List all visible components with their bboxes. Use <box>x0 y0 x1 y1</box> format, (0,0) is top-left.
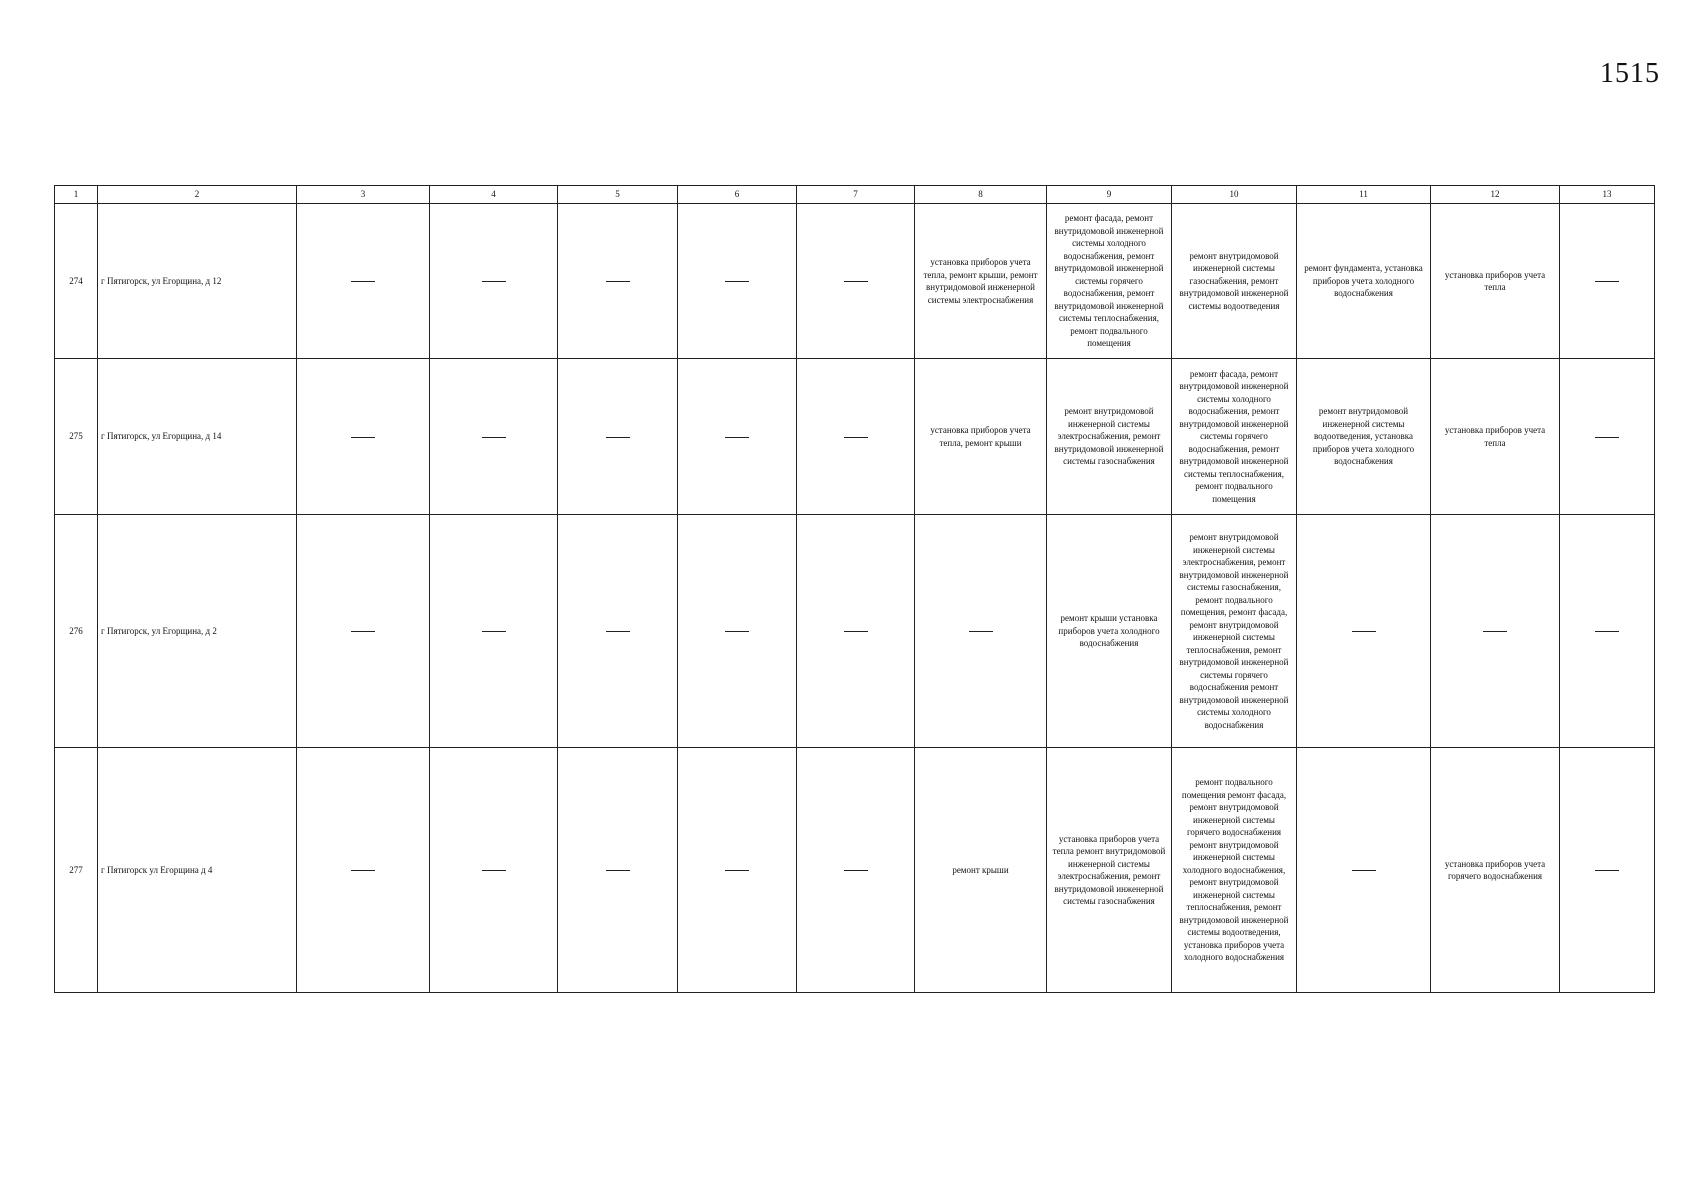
dash-mark <box>725 870 749 871</box>
work-cell: ремонт крыши <box>915 748 1047 993</box>
page-number: 1515 <box>1600 58 1660 89</box>
dash-mark <box>844 870 868 871</box>
work-cell: ремонт фасада, ремонт внутридомовой инженерной системы холодного водоснабжения, ремонт внутридомовой инженерной системы горячего водоснабжения, ремонт внутридомовой инженерной системы теплоснабжения, ремонт подвального помещения <box>1047 204 1172 359</box>
work-cell: ремонт фасада, ремонт внутридомовой инженерной системы холодного водоснабжения, ремонт внутридомовой инженерной системы горячего водоснабжения, ремонт внутридомовой инженерной системы теплоснабжения, ремонт подвального помещения <box>1172 359 1297 515</box>
empty-cell <box>558 204 678 359</box>
column-header: 4 <box>430 186 558 204</box>
work-cell: установка приборов учета тепла <box>1431 359 1560 515</box>
work-cell: установка приборов учета тепла ремонт внутридомовой инженерной системы электроснабжения, ремонт внутридомовой инженерной системы газоснабжения <box>1047 748 1172 993</box>
column-header: 9 <box>1047 186 1172 204</box>
work-cell: ремонт подвального помещения ремонт фасада, ремонт внутридомовой инженерной системы горячего водоснабжения ремонт внутридомовой инженерной системы холодного водоснабжения, ремонт внутридомовой инженерной системы теплоснабжения, ремонт внутридомовой инженерной системы водоотведения, установка приборов учета холодного водоснабжения <box>1172 748 1297 993</box>
work-cell: ремонт внутридомовой инженерной системы электроснабжения, ремонт внутридомовой инженерной системы газоснабжения, ремонт подвального помещения, ремонт фасада, ремонт внутридомовой инженерной системы теплоснабжения, ремонт внутридомовой инженерной системы горячего водоснабжения ремонт внутридомовой инженерной системы холодного водоснабжения <box>1172 515 1297 748</box>
dash-mark <box>351 437 375 438</box>
dash-mark <box>1352 870 1376 871</box>
work-cell: установка приборов учета тепла, ремонт крыши, ремонт внутридомовой инженерной системы электроснабжения <box>915 204 1047 359</box>
dash-mark <box>844 437 868 438</box>
dash-mark <box>351 281 375 282</box>
table-row <box>55 748 1655 993</box>
work-cell: ремонт внутридомовой инженерной системы водоотведения, установка приборов учета холодного водоснабжения <box>1297 359 1431 515</box>
empty-cell <box>297 515 430 748</box>
empty-cell <box>678 359 797 515</box>
empty-cell <box>1560 748 1655 993</box>
column-header: 12 <box>1431 186 1560 204</box>
row-number: 275 <box>55 359 98 515</box>
dash-mark <box>725 437 749 438</box>
empty-cell <box>558 748 678 993</box>
table-row <box>55 359 1655 515</box>
empty-cell <box>678 515 797 748</box>
empty-cell <box>430 359 558 515</box>
column-header: 6 <box>678 186 797 204</box>
address-cell: г Пятигорск, ул Егорщина, д 14 <box>98 359 297 515</box>
empty-cell <box>297 748 430 993</box>
work-cell: установка приборов учета тепла <box>1431 204 1560 359</box>
empty-cell <box>678 204 797 359</box>
dash-mark <box>606 870 630 871</box>
dash-mark <box>482 437 506 438</box>
empty-cell <box>797 359 915 515</box>
work-cell: ремонт крыши установка приборов учета холодного водоснабжения <box>1047 515 1172 748</box>
empty-cell <box>430 748 558 993</box>
empty-cell <box>1431 515 1560 748</box>
dash-mark <box>1595 437 1619 438</box>
empty-cell <box>430 515 558 748</box>
column-header: 10 <box>1172 186 1297 204</box>
column-header: 2 <box>98 186 297 204</box>
dash-mark <box>844 281 868 282</box>
column-header: 5 <box>558 186 678 204</box>
work-cell: ремонт фундамента, установка приборов учета холодного водоснабжения <box>1297 204 1431 359</box>
empty-cell <box>1297 748 1431 993</box>
dash-mark <box>606 631 630 632</box>
empty-cell <box>678 748 797 993</box>
column-header: 8 <box>915 186 1047 204</box>
dash-mark <box>1595 281 1619 282</box>
dash-mark <box>351 870 375 871</box>
dash-mark <box>969 631 993 632</box>
dash-mark <box>482 281 506 282</box>
dash-mark <box>725 281 749 282</box>
dash-mark <box>1595 631 1619 632</box>
empty-cell <box>1560 204 1655 359</box>
empty-cell <box>558 515 678 748</box>
row-number: 274 <box>55 204 98 359</box>
dash-mark <box>351 631 375 632</box>
dash-mark <box>1483 631 1507 632</box>
header-row <box>55 186 1655 204</box>
table-row <box>55 204 1655 359</box>
empty-cell <box>797 748 915 993</box>
column-header: 11 <box>1297 186 1431 204</box>
repair-schedule-table <box>54 185 1655 993</box>
dash-mark <box>725 631 749 632</box>
empty-cell <box>915 515 1047 748</box>
empty-cell <box>1297 515 1431 748</box>
table-row <box>55 515 1655 748</box>
work-cell: ремонт внутридомовой инженерной системы газоснабжения, ремонт внутридомовой инженерной системы водоотведения <box>1172 204 1297 359</box>
dash-mark <box>606 437 630 438</box>
work-cell: ремонт внутридомовой инженерной системы электроснабжения, ремонт внутридомовой инженерной системы газоснабжения <box>1047 359 1172 515</box>
work-cell: установка приборов учета горячего водоснабжения <box>1431 748 1560 993</box>
empty-cell <box>1560 359 1655 515</box>
work-cell: установка приборов учета тепла, ремонт крыши <box>915 359 1047 515</box>
column-header: 13 <box>1560 186 1655 204</box>
dash-mark <box>482 631 506 632</box>
dash-mark <box>1595 870 1619 871</box>
dash-mark <box>844 631 868 632</box>
dash-mark <box>1352 631 1376 632</box>
row-number: 276 <box>55 515 98 748</box>
column-header: 1 <box>55 186 98 204</box>
empty-cell <box>297 359 430 515</box>
empty-cell <box>430 204 558 359</box>
empty-cell <box>558 359 678 515</box>
empty-cell <box>297 204 430 359</box>
dash-mark <box>606 281 630 282</box>
row-number: 277 <box>55 748 98 993</box>
dash-mark <box>482 870 506 871</box>
empty-cell <box>797 204 915 359</box>
empty-cell <box>797 515 915 748</box>
address-cell: г Пятигорск, ул Егорщина, д 12 <box>98 204 297 359</box>
address-cell: г Пятигорск, ул Егорщина, д 2 <box>98 515 297 748</box>
column-header: 3 <box>297 186 430 204</box>
empty-cell <box>1560 515 1655 748</box>
column-header: 7 <box>797 186 915 204</box>
address-cell: г Пятигорск ул Егорщина д 4 <box>98 748 297 993</box>
